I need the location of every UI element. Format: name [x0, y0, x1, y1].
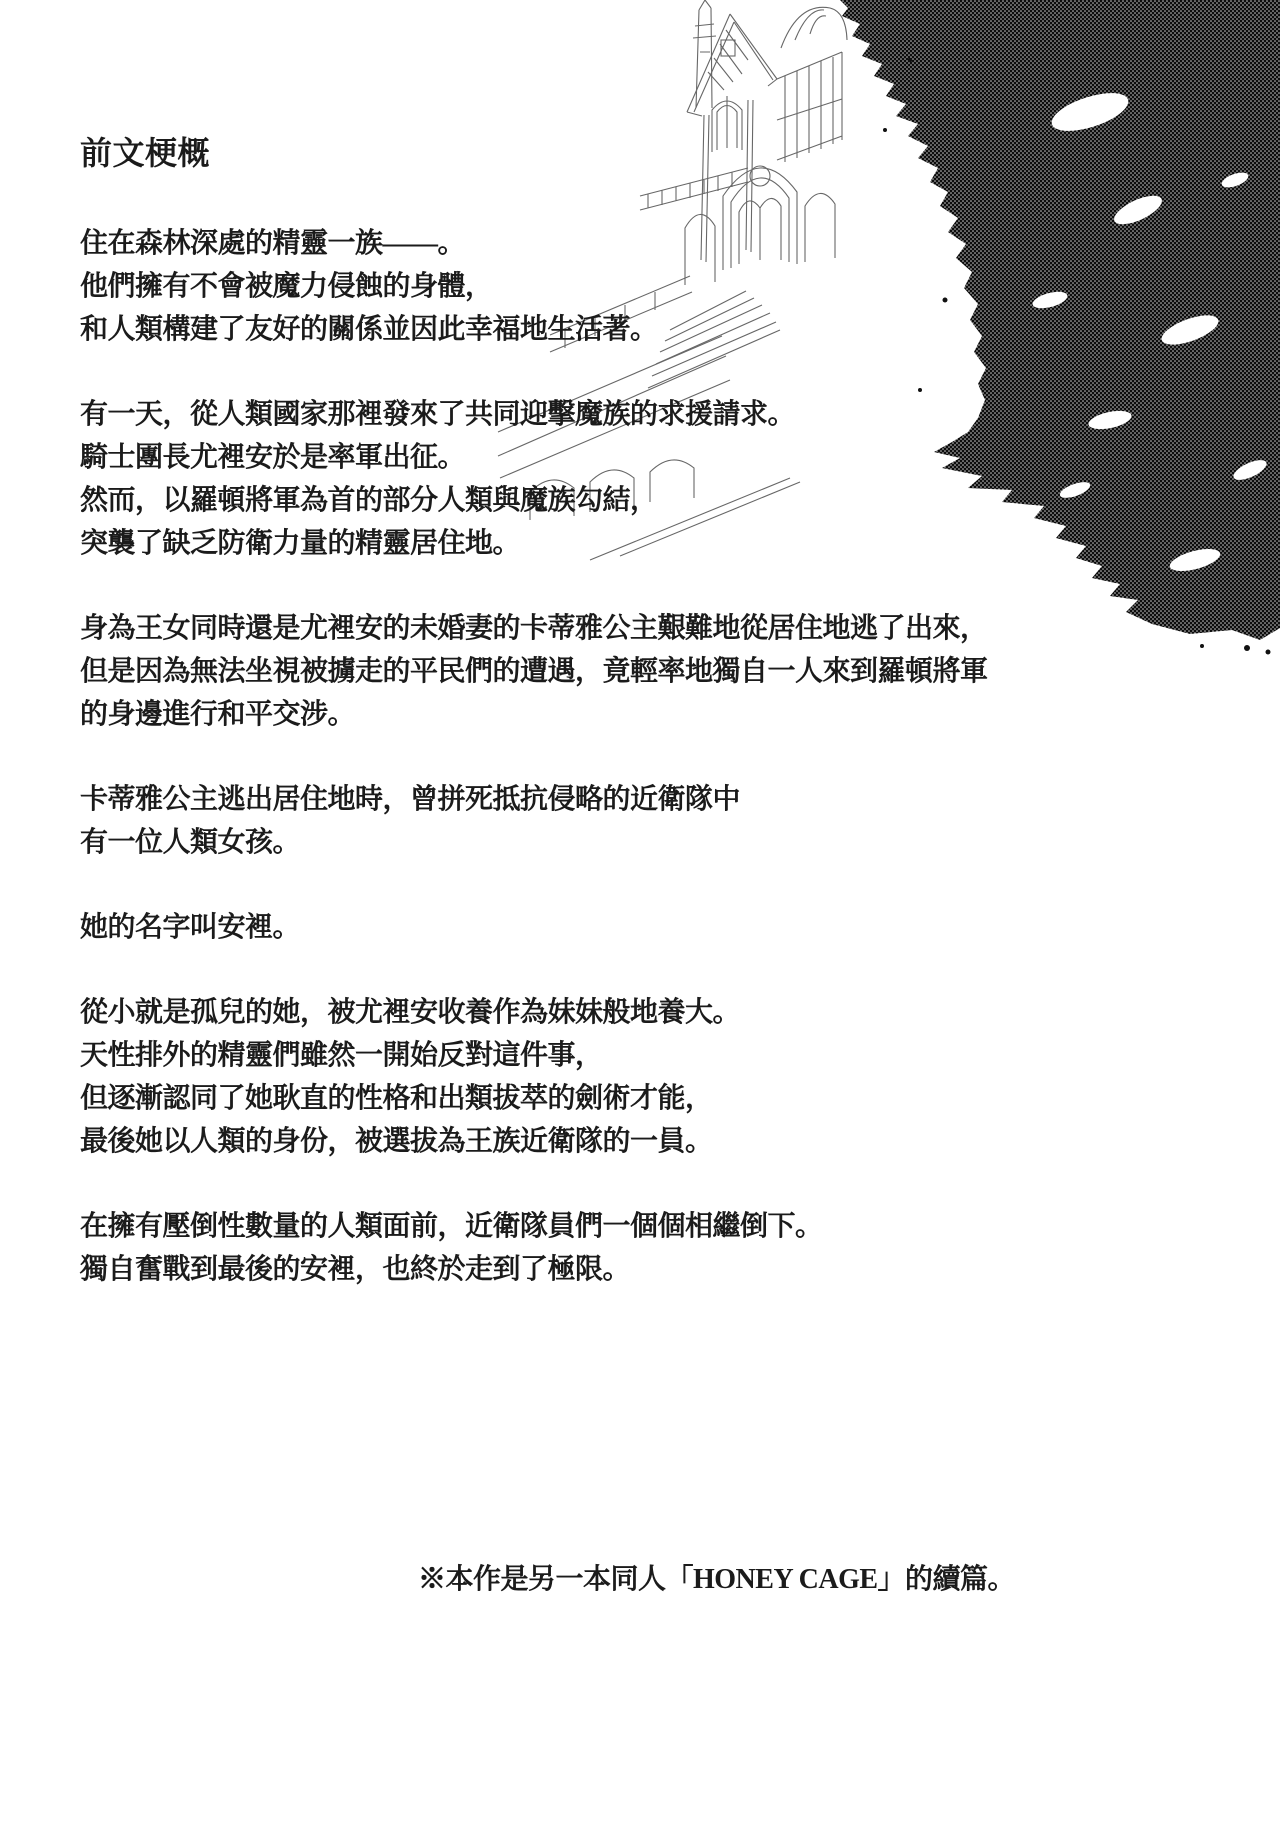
text-line: 卡蒂雅公主逃出居住地時，曾拼死抵抗侵略的近衛隊中 [80, 784, 741, 815]
sequel-note: ※本作是另一本同人「HONEY CAGE」的續篇。 [418, 1564, 1016, 1595]
text-line: 住在森林深處的精靈一族——。 [80, 228, 466, 259]
text-line: 他們擁有不會被魔力侵蝕的身體， [80, 271, 493, 302]
text-line: 天性排外的精靈們雖然一開始反對這件事， [80, 1040, 603, 1071]
text-line: 最後她以人類的身份，被選拔為王族近衛隊的一員。 [80, 1126, 713, 1157]
text-line: 和人類構建了友好的關係並因此幸福地生活著。 [80, 314, 658, 345]
synopsis-paragraph [80, 222, 988, 351]
text-line: 突襲了缺乏防衛力量的精靈居住地。 [80, 528, 521, 559]
synopsis-paragraph [80, 1205, 988, 1291]
text-line: 騎士團長尤裡安於是率軍出征。 [80, 442, 466, 473]
text-line: 從小就是孤兒的她，被尤裡安收養作為妹妹般地養大。 [80, 997, 741, 1028]
text-line: 的身邊進行和平交涉。 [80, 699, 356, 730]
synopsis-text [80, 222, 988, 1333]
synopsis-paragraph [80, 991, 988, 1163]
text-line: 但是因為無法坐視被擄走的平民們的遭遇，竟輕率地獨自一人來到羅頓將軍 [80, 656, 988, 687]
synopsis-paragraph [80, 393, 988, 565]
text-line: 身為王女同時還是尤裡安的未婚妻的卡蒂雅公主艱難地從居住地逃了出來， [80, 613, 988, 644]
text-line: 在擁有壓倒性數量的人類面前，近衛隊員們一個個相繼倒下。 [80, 1211, 823, 1242]
synopsis-paragraph [80, 906, 988, 949]
synopsis-paragraph [80, 607, 988, 736]
text-line: 有一天，從人類國家那裡發來了共同迎擊魔族的求援請求。 [80, 399, 796, 430]
synopsis-paragraph [80, 778, 988, 864]
text-line: 然而，以羅頓將軍為首的部分人類與魔族勾結， [80, 485, 658, 516]
text-line: 但逐漸認同了她耿直的性格和出類拔萃的劍術才能， [80, 1083, 713, 1114]
text-line: 有一位人類女孩。 [80, 827, 301, 858]
text-line: 她的名字叫安裡。 [80, 912, 301, 943]
text-line: 獨自奮戰到最後的安裡，也終於走到了極限。 [80, 1254, 631, 1285]
page-title: 前文梗概 [80, 135, 211, 171]
